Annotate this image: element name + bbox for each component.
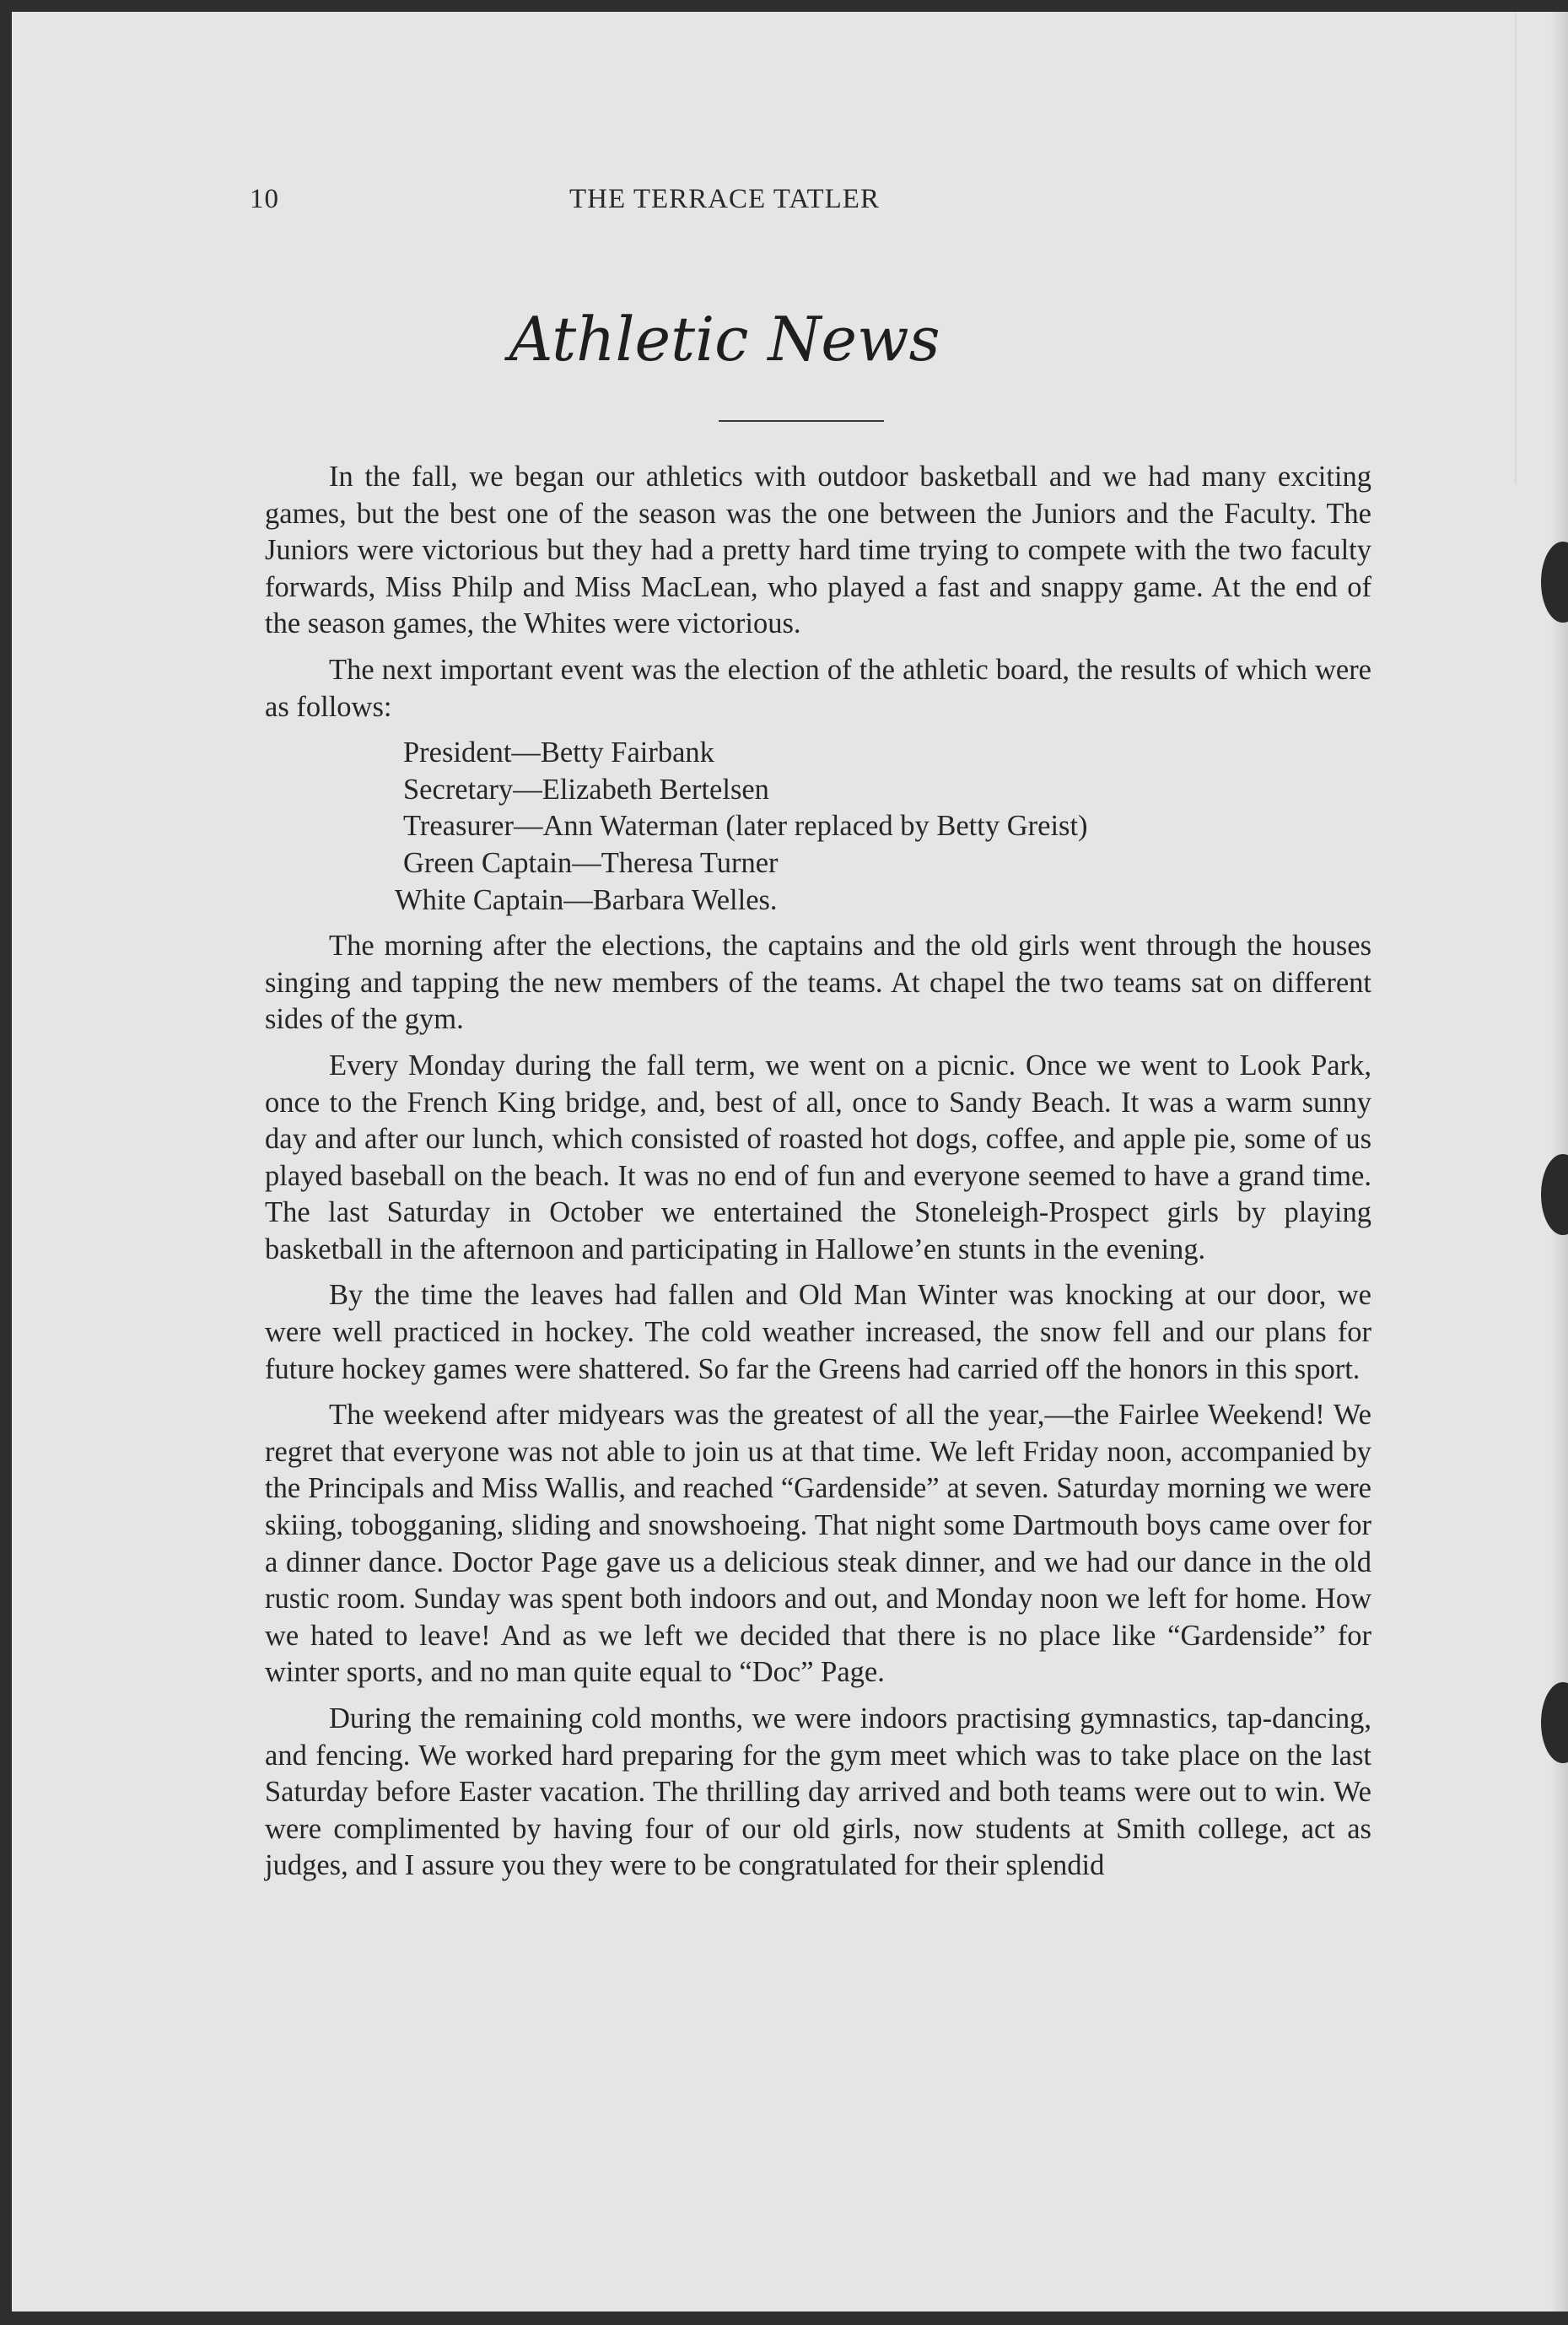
journal-title: THE TERRACE TATLER xyxy=(569,184,880,214)
paragraph: The weekend after midyears was the greatest of all the year,—the Fairlee Weekend! We regret that everyone was not able to join us at that time. We left Friday noon, accompanied by the Principals and Miss Wallis, and reached “Gardenside” at seven. Saturday morning we were skiing, tobogganing, sliding and snowshoeing. That night some Dartmouth boys came over for a dinner dance. Doctor Page gave us a delicious steak dinner, and we had our dance in the old rustic room. Sunday was spent both indoors and out, and Monday noon we left for home. How we hated to leave! And as we left we decided that there is no place like “Gardenside” for winter sports, and no man quite equal to “Doc” Page. xyxy=(265,1399,1371,1689)
page-number: 10 xyxy=(250,184,279,214)
officer-entry: Secretary—Elizabeth Bertelsen xyxy=(403,773,769,806)
binding-hole xyxy=(1541,1154,1568,1235)
officer-entry: Green Captain—Theresa Turner xyxy=(403,846,779,879)
paragraph: Every Monday during the fall term, we went on a picnic. Once we went to Look Park, once to the French King bridge, and, best of all, once to Sandy Beach. It was a warm sunny day and after our lunch, which consisted of roasted hot dogs, coffee, and apple pie, some of us played baseball on the beach. It was no end of fun and everyone seemed to have a grand time. The last Saturday in October we entertained the Stoneleigh-Prospect girls by playing basketball in the afternoon and participating in Hallowe’en stunts in the evening. xyxy=(265,1049,1371,1265)
paragraph: In the fall, we began our athletics with outdoor basketball and we had many exciting games, but the best one of the season was the one between the Juniors and the Faculty. The Juniors were victorious but they had a pretty hard time trying to compete with the two faculty forwards, Miss Philp and Miss MacLean, who played a fast and snappy game. At the end of the season games, the Whites were victorious. xyxy=(265,461,1371,640)
paragraph: By the time the leaves had fallen and Old Man Winter was knocking at our door, we were well practiced in hockey. The cold weather increased, the snow fell and our plans for future hockey games were shattered. So far the Greens had carried off the honors in this sport. xyxy=(265,1279,1371,1385)
magazine-page xyxy=(12,12,1568,2312)
running-head xyxy=(12,184,1568,226)
paragraph: The next important event was the election of the athletic board, the results of which were as follows: xyxy=(265,653,1371,723)
article-body xyxy=(265,459,1371,1894)
binding-hole xyxy=(1541,1682,1568,1763)
binding-hole xyxy=(1541,542,1568,623)
officer-list xyxy=(395,735,1371,919)
officer-entry: White Captain—Barbara Welles. xyxy=(395,883,778,916)
officer-entry: Treasurer—Ann Waterman (later replaced by Betty Greist) xyxy=(403,810,1088,843)
article-title: Athletic News xyxy=(509,304,940,375)
title-rule xyxy=(719,420,884,422)
officer-entry: President—Betty Fairbank xyxy=(403,736,714,769)
page-crease xyxy=(1515,12,1517,484)
paragraph: During the remaining cold months, we were indoors practising gymnastics, tap-dancing, and fencing. We worked hard preparing for the gym meet which was to take place on the last Saturday before Easter vacation. The thrilling day arrived and both teams were out to win. We were complimented by having four of our old girls, now students at Smith college, act as judges, and I assure you they were to be congratulated for their splendid xyxy=(265,1702,1371,1882)
paragraph: The morning after the elections, the captains and the old girls went through the houses singing and tapping the new members of the teams. At chapel the two teams sat on different sides of the gym. xyxy=(265,930,1371,1036)
